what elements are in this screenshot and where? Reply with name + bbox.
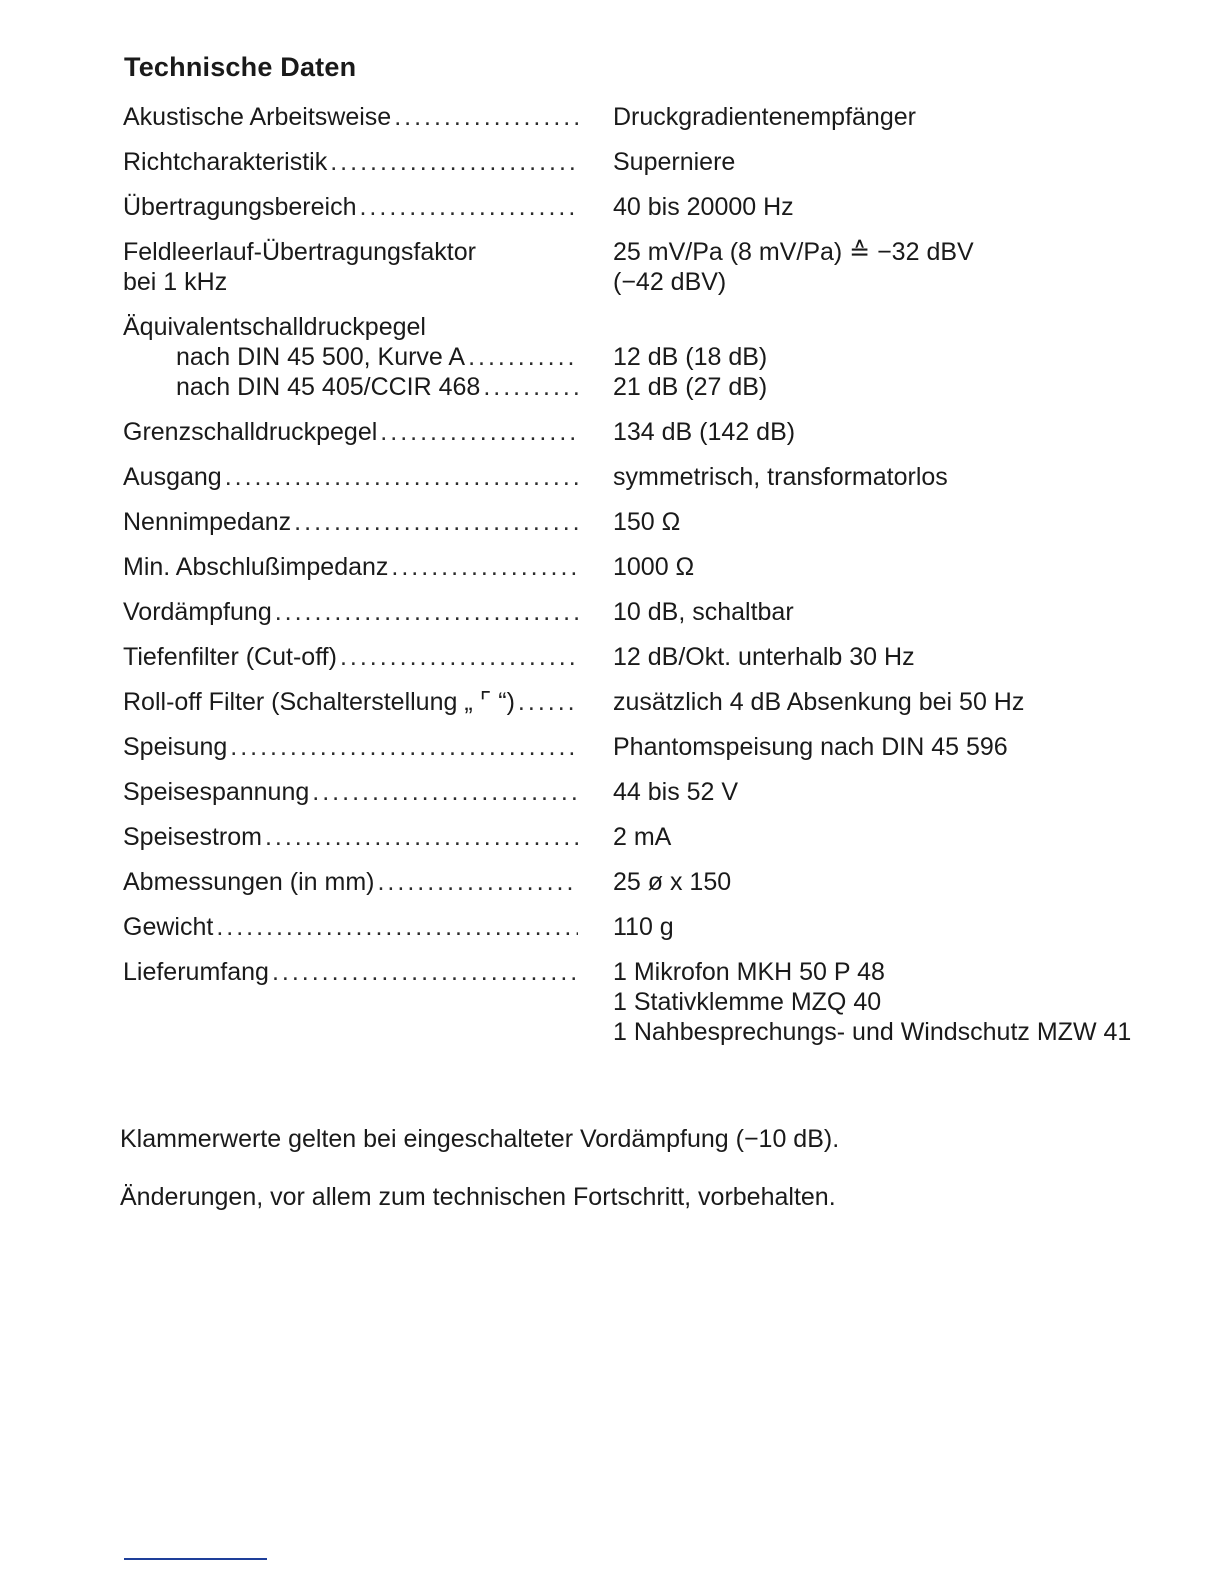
spec-label: Tiefenfilter (Cut-off) [123,643,337,671]
spec-row-akustische-arbeitsweise [123,102,1123,132]
spec-value: Druckgradientenempfänger [613,103,916,131]
spec-value: 25 ø x 150 [613,868,732,896]
spec-label: Richtcharakteristik [123,148,328,176]
spec-row-nennimpedanz [123,507,1123,537]
spec-label: Vordämpfung [123,598,272,626]
list-item: 1 Mikrofon MKH 50 P 48 [613,958,885,986]
spec-row-lieferumfang [123,957,1132,1047]
spec-value: 12 dB/Okt. unterhalb 30 Hz [613,643,915,671]
spec-label: Feldleerlauf-Übertragungsfaktor [123,238,476,266]
spec-label: Speisespannung [123,778,310,806]
spec-row-min-abschlussimpedanz [123,552,1123,582]
spec-label: Grenzschalldruckpegel [123,418,378,446]
spec-row-aequivalentschalldruckpegel [123,312,1123,402]
spec-sublabel: nach DIN 45 405/CCIR 468 [176,373,481,401]
spec-row-feldleerlauf [123,237,1123,297]
spec-label: Äquivalentschalldruckpegel [123,313,426,341]
dot-leader [359,192,578,222]
spec-value: Superniere [613,148,736,176]
spec-label: Übertragungsbereich [123,193,357,221]
spec-value: 25 mV/Pa (8 mV/Pa) ≙ −32 dBV [613,238,974,266]
spec-value: 1000 Ω [613,553,695,581]
spec-label-continued: bei 1 kHz [123,268,228,296]
spec-label: Gewicht [123,913,214,941]
spec-row-tiefenfilter [123,642,1123,672]
spec-row-uebertragungsbereich [123,192,1123,222]
dot-leader [312,777,578,807]
spec-row-speisestrom [123,822,1123,852]
dot-leader [394,102,578,132]
dot-leader [265,822,578,852]
spec-label: Roll-off Filter (Schalterstellung „ ⌜ “) [123,688,515,716]
spec-value: 44 bis 52 V [613,778,739,806]
list-item: 1 Nahbesprechungs- und Windschutz MZW 41 [613,1018,1132,1046]
spec-label: Min. Abschlußimpedanz [123,553,389,581]
dot-leader [272,957,578,987]
spec-row-abmessungen [123,867,1123,897]
note-klammerwerte: Klammerwerte gelten bei eingeschalteter Vordämpfung (−10 dB). [120,1125,840,1153]
spec-row-vordaempfung [123,597,1123,627]
dot-leader [468,342,578,372]
spec-value: 10 dB, schaltbar [613,598,794,626]
dot-leader [380,417,578,447]
spec-label: Speisung [123,733,228,761]
spec-row-speisung [123,732,1123,762]
dot-leader [230,732,578,762]
spec-label: Abmessungen (in mm) [123,868,375,896]
spec-sublabel: nach DIN 45 500, Kurve A [176,343,466,371]
dot-leader [216,912,578,942]
spec-value: 134 dB (142 dB) [613,418,796,446]
spec-label: Akustische Arbeitsweise [123,103,392,131]
page-title: Technische Daten [124,52,357,82]
spec-value: zusätzlich 4 dB Absenkung bei 50 Hz [613,688,1025,716]
spec-row-ausgang [123,462,1123,492]
dot-leader [377,867,578,897]
footer-rule [124,1558,267,1560]
dot-leader [391,552,578,582]
spec-value: Phantomspeisung nach DIN 45 596 [613,733,1008,761]
note-aenderungen: Änderungen, vor allem zum technischen Fortschritt, vorbehalten. [120,1183,836,1211]
list-item: 1 Stativklemme MZQ 40 [613,988,882,1016]
spec-row-speisespannung [123,777,1123,807]
dot-leader [483,372,578,402]
dot-leader [294,507,578,537]
spec-row-gewicht [123,912,1123,942]
spec-value: 2 mA [613,823,672,851]
spec-value: 40 bis 20000 Hz [613,193,794,221]
dot-leader [518,687,578,717]
dot-leader [340,642,578,672]
dot-leader [275,597,578,627]
spec-value: 150 Ω [613,508,681,536]
spec-list [123,102,1132,1062]
spec-label: Lieferumfang [123,958,269,986]
spec-value: 110 g [613,913,674,941]
spec-value: symmetrisch, transformatorlos [613,463,948,491]
spec-row-grenzschalldruckpegel [123,417,1123,447]
spec-value: 12 dB (18 dB) [613,343,768,371]
dot-leader [330,147,578,177]
spec-label: Ausgang [123,463,222,491]
spec-label: Speisestrom [123,823,262,851]
spec-row-rolloff-filter [123,687,1123,717]
spec-label: Nennimpedanz [123,508,292,536]
spec-value-continued: (−42 dBV) [613,268,727,296]
spec-value: 21 dB (27 dB) [613,373,768,401]
dot-leader [225,462,578,492]
spec-row-richtcharakteristik [123,147,1123,177]
